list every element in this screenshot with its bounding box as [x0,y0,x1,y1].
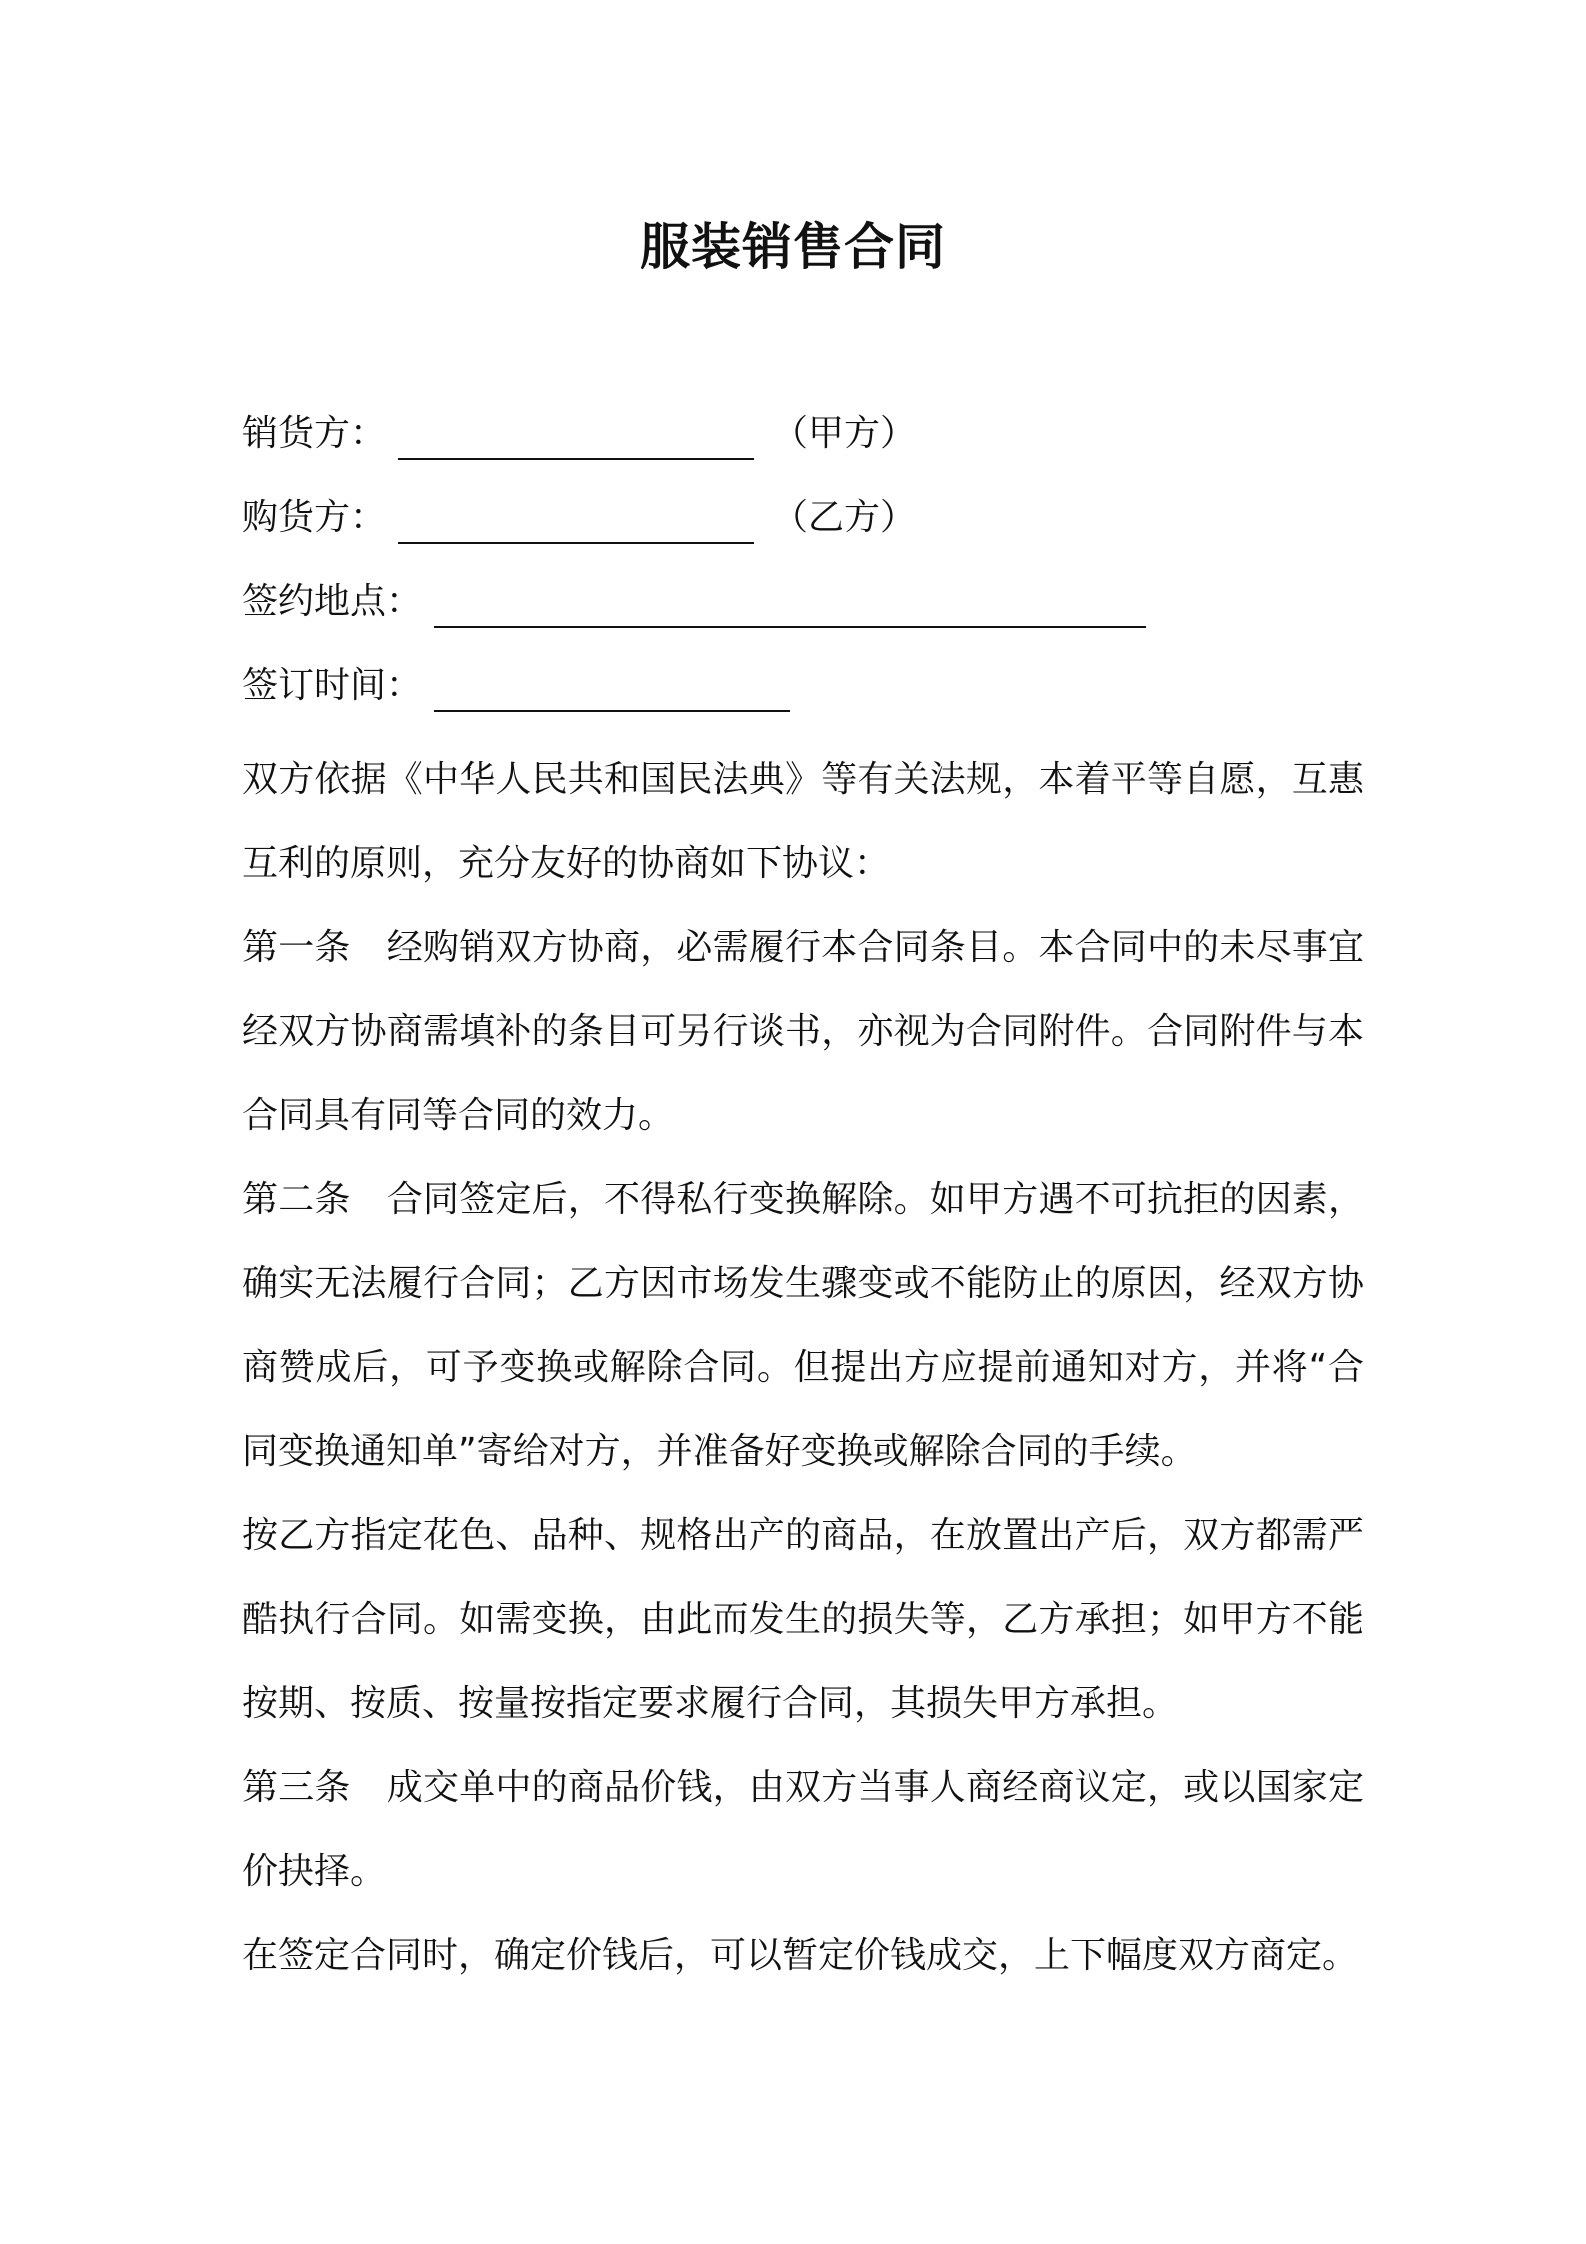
buyer-blank-line [398,492,754,544]
document-title: 服装销售合同 [640,218,946,276]
time-field [242,652,790,712]
paragraph-article-3-continued: 在签定合同时，确定价钱后，可以暂定价钱成交，上下幅度双方商定。 [242,1935,1359,1976]
paragraph-article-3: 第三条 成交单中的商品价钱，由双方当事人商经商议定，或以国家定价抉择。 [242,1767,1364,1892]
paragraph-article-2-continued: 按乙方指定花色、品种、规格出产的商品，在放置出产后，双方都需严酷执行合同。如需变换，由此而发生的损失等，乙方承担；如甲方不能按期、按质、按量按指定要求履行合同，其损失甲方承担。 [242,1515,1364,1724]
seller-blank-line [398,408,754,460]
paragraph-article-1: 第一条 经购销双方协商，必需履行本合同条目。本合同中的未尽事宜经双方协商需填补的条目可另行谈书，亦视为合同附件。合同附件与本合同具有同等合同的效力。 [242,927,1364,1136]
time-label: 签订时间： [242,665,423,706]
place-label: 签约地点： [242,581,423,622]
buyer-suffix: （乙方） [772,497,917,538]
seller-suffix: （甲方） [772,413,917,454]
place-field [242,568,1146,628]
place-blank-line [434,576,1146,628]
contract-body [242,738,1364,1998]
seller-field [242,400,916,460]
paragraph-article-2: 第二条 合同签定后，不得私行变换解除。如甲方遇不可抗拒的因素，确实无法履行合同；乙方因市场发生骤变或不能防止的原因，经双方协商赞成后，可予变换或解除合同。但提出方应提前通知对方，并将“合同变换通知单”寄给对方，并准备好变换或解除合同的手续。 [242,1179,1364,1472]
time-blank-line [434,660,790,712]
seller-label: 销货方： [242,413,387,454]
buyer-label: 购货方： [242,497,387,538]
paragraph-preamble: 双方依据《中华人民共和国民法典》等有关法规，本着平等自愿，互惠互利的原则，充分友好的协商如下协议： [242,759,1364,884]
buyer-field [242,484,916,544]
